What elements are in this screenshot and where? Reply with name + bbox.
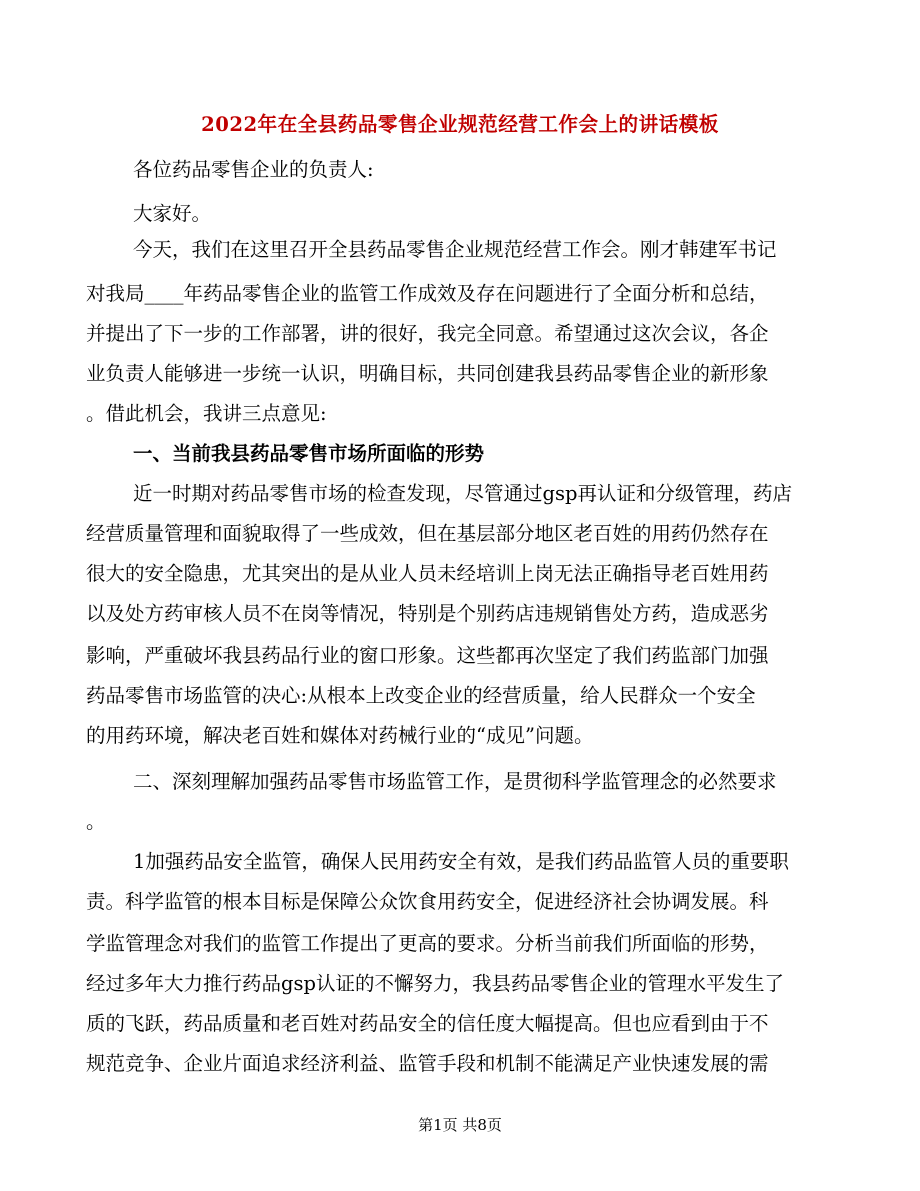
paragraph-line: 影响，严重破坏我县药品行业的窗口形象。这些都再次坚定了我们药监部门加强 [86, 644, 769, 667]
paragraph-line: 以及处方药审核人员不在岗等情况，特别是个别药店违规销售处方药，造成恶劣 [86, 602, 769, 625]
paragraph-line: 学监管理念对我们的监管工作提出了更高的要求。分析当前我们所面临的形势， [86, 932, 769, 955]
paragraph-line: 近一时期对药品零售市场的检查发现，尽管通过gsp再认证和分级管理，药店 [133, 482, 792, 505]
paragraph-line: 责。科学监管的根本目标是保障公众饮食用药安全，促进经济社会协调发展。科 [86, 890, 769, 913]
paragraph-line: 。借此机会，我讲三点意见: [86, 402, 327, 425]
section-heading-1: 一、当前我县药品零售市场所面临的形势 [133, 442, 485, 465]
paragraph-line: 的用药环境，解决老百姓和媒体对药械行业的“成见”问题。 [86, 724, 594, 747]
paragraph-line: 1加强药品安全监管，确保人民用药安全有效，是我们药品监管人员的重要职 [133, 850, 789, 873]
document-title: 2022年在全县药品零售企业规范经营工作会上的讲话模板 [201, 112, 719, 136]
paragraph-line: 今天，我们在这里召开全县药品零售企业规范经营工作会。刚才韩建军书记 [133, 238, 777, 261]
salutation-line: 各位药品零售企业的负责人: [133, 158, 374, 181]
paragraph-line: 很大的安全隐患，尤其突出的是从业人员未经培训上岗无法正确指导老百姓用药 [86, 562, 769, 585]
paragraph-line: 经营质量管理和面貌取得了一些成效，但在基层部分地区老百姓的用药仍然存在 [86, 522, 769, 545]
page-number: 第1页 共8页 [418, 1116, 502, 1134]
paragraph-line: 并提出了下一步的工作部署，讲的很好，我完全同意。希望通过这次会议，各企 [86, 322, 769, 345]
paragraph-line: 对我局____年药品零售企业的监管工作成效及存在问题进行了全面分析和总结， [86, 282, 769, 305]
paragraph-line: 。 [86, 810, 106, 833]
section-heading-2: 二、深刻理解加强药品零售市场监管工作，是贯彻科学监管理念的必然要求 [133, 770, 777, 793]
paragraph-line: 药品零售市场监管的决心:从根本上改变企业的经营质量，给人民群众一个安全 [86, 684, 756, 707]
greeting-line: 大家好。 [133, 202, 212, 225]
paragraph-line: 质的飞跃，药品质量和老百姓对药品安全的信任度大幅提高。但也应看到由于不 [86, 1012, 769, 1035]
paragraph-line: 经过多年大力推行药品gsp认证的不懈努力，我县药品零售企业的管理水平发生了 [86, 972, 784, 995]
paragraph-line: 业负责人能够进一步统一认识，明确目标，共同创建我县药品零售企业的新形象 [86, 362, 769, 385]
paragraph-line: 规范竞争、企业片面追求经济利益、监管手段和机制不能满足产业快速发展的需 [86, 1052, 769, 1075]
